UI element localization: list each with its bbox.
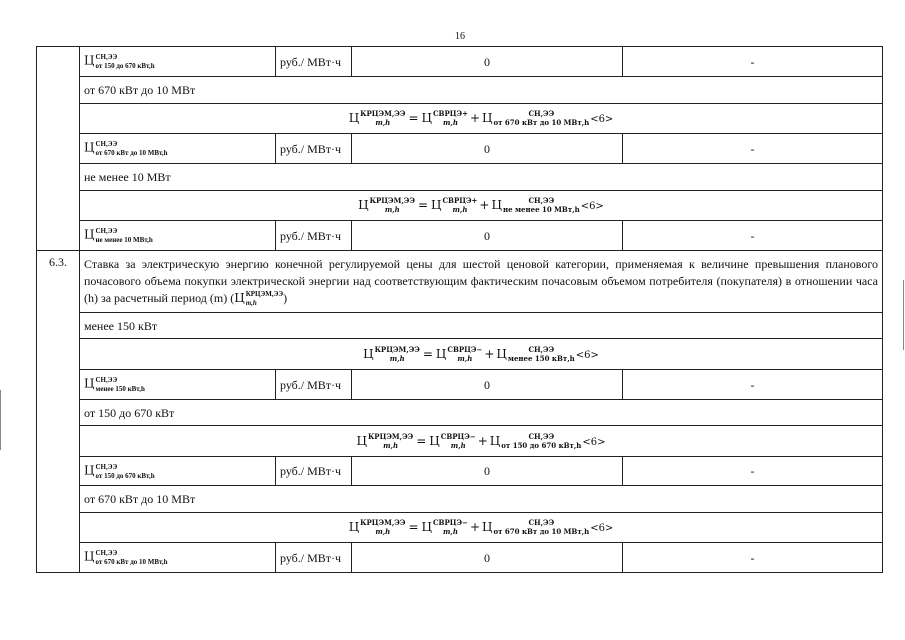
formula-cell: Ц КРЦЭМ,ЭЭ m,h = Ц СВРЦЭ− m,h + Ц СН,ЭЭ от 670 кВт до 10 МВт,h <6> bbox=[80, 513, 883, 543]
dash-cell: - bbox=[623, 47, 883, 77]
category-label: от 150 до 670 кВт bbox=[80, 400, 883, 426]
category-label: не менее 10 МВт bbox=[80, 164, 883, 191]
scan-edge-mark bbox=[0, 390, 1, 450]
table-row bbox=[37, 400, 883, 426]
tariff-table bbox=[36, 46, 883, 573]
unit-cell: руб./ МВт·ч bbox=[276, 134, 352, 164]
rate-symbol-cell: Ц СН,ЭЭ от 670 кВт до 10 МВт,h bbox=[80, 134, 276, 164]
table-row bbox=[37, 104, 883, 134]
dash-cell: - bbox=[623, 543, 883, 573]
table-row bbox=[37, 77, 883, 104]
table-row bbox=[37, 221, 883, 251]
formula-cell: Ц КРЦЭМ,ЭЭ m,h = Ц СВРЦЭ+ m,h + Ц СН,ЭЭ не менее 10 МВт,h <6> bbox=[80, 191, 883, 221]
rate-symbol-cell: Ц СН,ЭЭ от 150 до 670 кВт,h bbox=[80, 47, 276, 77]
number-cell-empty bbox=[37, 47, 80, 251]
page-number: 16 bbox=[455, 31, 465, 42]
table-row bbox=[37, 426, 883, 457]
unit-cell: руб./ МВт·ч bbox=[276, 457, 352, 486]
section-description: Ставка за электрическую энергию конечной регулируемой цены для шестой ценовой категории, применяемая к величине превышения планового почасового объема покупки электрической энергии над соответствующим фактическим почасовым объемом потребителя (покупателя) в отношении часа (h) за расчетный период (m) (Ц КРЦЭМ,ЭЭ m,h ) bbox=[80, 251, 883, 313]
unit-cell: руб./ МВт·ч bbox=[276, 47, 352, 77]
table-row bbox=[37, 513, 883, 543]
category-label: от 670 кВт до 10 МВт bbox=[80, 486, 883, 513]
table-row bbox=[37, 134, 883, 164]
table-row bbox=[37, 543, 883, 573]
rate-symbol-cell: Ц СН,ЭЭ от 670 кВт до 10 МВт,h bbox=[80, 543, 276, 573]
table-row bbox=[37, 457, 883, 486]
formula-cell: Ц КРЦЭМ,ЭЭ m,h = Ц СВРЦЭ− m,h + Ц СН,ЭЭ от 150 до 670 кВт,h <6> bbox=[80, 426, 883, 457]
table-row bbox=[37, 164, 883, 191]
unit-cell: руб./ МВт·ч bbox=[276, 543, 352, 573]
section-number: 6.3. bbox=[37, 251, 80, 573]
table-row bbox=[37, 251, 883, 313]
value-cell: 0 bbox=[352, 457, 623, 486]
table-row bbox=[37, 191, 883, 221]
formula-cell: Ц КРЦЭМ,ЭЭ m,h = Ц СВРЦЭ+ m,h + Ц СН,ЭЭ от 670 кВт до 10 МВт,h <6> bbox=[80, 104, 883, 134]
value-cell: 0 bbox=[352, 47, 623, 77]
value-cell: 0 bbox=[352, 134, 623, 164]
rate-symbol-cell: Ц СН,ЭЭ от 150 до 670 кВт,h bbox=[80, 457, 276, 486]
table-row bbox=[37, 47, 883, 77]
rate-symbol-cell: Ц СН,ЭЭ не менее 10 МВт,h bbox=[80, 221, 276, 251]
dash-cell: - bbox=[623, 221, 883, 251]
value-cell: 0 bbox=[352, 543, 623, 573]
value-cell: 0 bbox=[352, 370, 623, 400]
dash-cell: - bbox=[623, 457, 883, 486]
category-label: менее 150 кВт bbox=[80, 313, 883, 339]
rate-symbol-cell: Ц СН,ЭЭ менее 150 кВт,h bbox=[80, 370, 276, 400]
table-row bbox=[37, 339, 883, 370]
table-row bbox=[37, 370, 883, 400]
dash-cell: - bbox=[623, 134, 883, 164]
unit-cell: руб./ МВт·ч bbox=[276, 221, 352, 251]
table-row bbox=[37, 486, 883, 513]
formula-cell: Ц КРЦЭМ,ЭЭ m,h = Ц СВРЦЭ− m,h + Ц СН,ЭЭ менее 150 кВт,h <6> bbox=[80, 339, 883, 370]
table-row bbox=[37, 313, 883, 339]
dash-cell: - bbox=[623, 370, 883, 400]
category-label: от 670 кВт до 10 МВт bbox=[80, 77, 883, 104]
unit-cell: руб./ МВт·ч bbox=[276, 370, 352, 400]
scan-edge-mark bbox=[903, 280, 904, 350]
value-cell: 0 bbox=[352, 221, 623, 251]
